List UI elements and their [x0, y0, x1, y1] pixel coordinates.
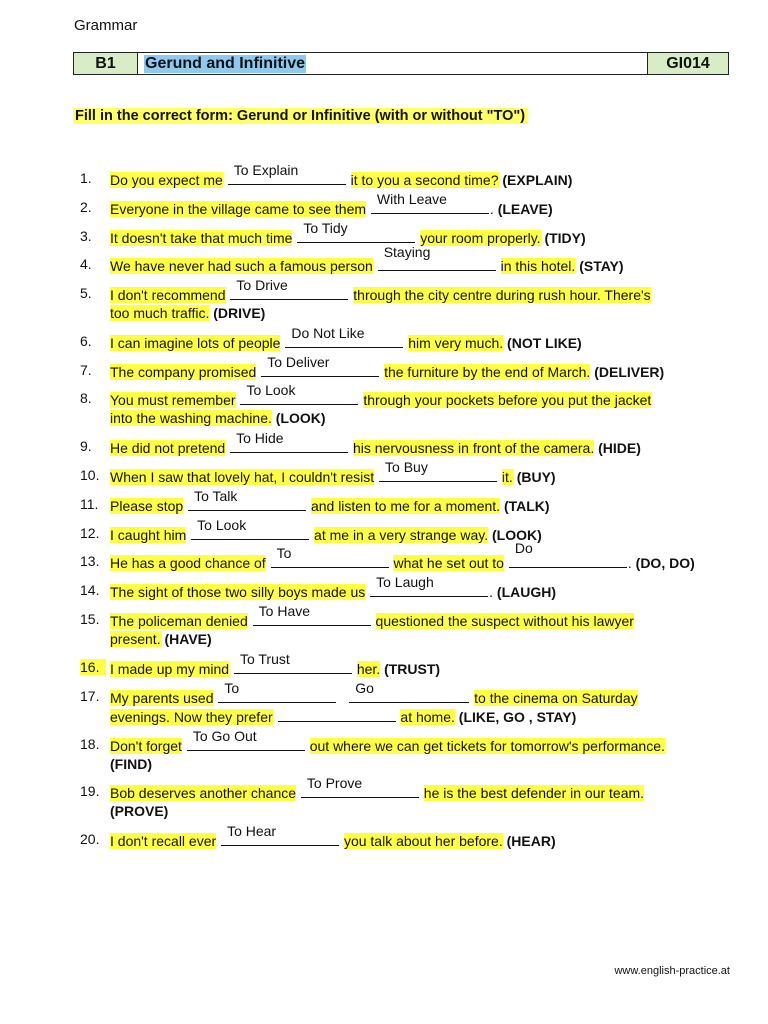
verb-hint: (DELIVER)	[594, 364, 665, 380]
answer-blank[interactable]	[371, 191, 489, 214]
item-number: 18.	[80, 736, 100, 752]
item-line-2	[110, 755, 152, 773]
answer-text: To Hear	[227, 823, 277, 839]
sentence-end: he is the best defender in our team.	[423, 785, 645, 801]
answer-text: To Deliver	[267, 354, 330, 370]
item-number: 15.	[80, 611, 100, 627]
sentence-start: Bob deserves another chance	[110, 785, 297, 801]
answer-blank[interactable]	[379, 459, 497, 482]
answer-text: Staying	[383, 244, 431, 260]
verb-hint: (TIDY)	[544, 230, 586, 246]
sentence-start: Do you expect me	[110, 172, 223, 188]
item-number: 10.	[80, 467, 100, 483]
item-line	[110, 220, 586, 247]
answer-text: To Talk	[194, 488, 238, 504]
answer-blank[interactable]	[301, 775, 419, 798]
item-number: 20.	[80, 831, 100, 847]
item-line-2	[110, 707, 576, 726]
answer-text-2: Do	[514, 540, 533, 556]
answer-text: To Look	[246, 382, 296, 398]
item-line	[110, 354, 665, 381]
item-number: 13.	[80, 553, 100, 569]
sentence-end: it.	[501, 469, 513, 485]
sentence-end: to the cinema on Saturday	[474, 690, 638, 706]
answer-text: To Buy	[385, 459, 428, 475]
verb-hint: (EXPLAIN)	[502, 172, 573, 188]
answer-blank[interactable]	[221, 823, 339, 846]
answer-blank[interactable]	[261, 354, 379, 377]
item-line	[110, 191, 553, 218]
item-number: 4.	[80, 256, 92, 272]
item-line: He has a good chance of To what he set out to Do . (DO, DO)	[110, 540, 695, 571]
verb-hint: (LEAVE)	[497, 201, 553, 217]
answer-text: To Have	[258, 603, 311, 619]
sentence-end: the furniture by the end of March.	[384, 364, 591, 380]
item-number: 9.	[80, 438, 92, 454]
sentence-start: When I saw that lovely hat, I couldn't resist	[110, 469, 375, 485]
item-line	[110, 325, 582, 352]
item-number: 19.	[80, 783, 100, 799]
item-line	[110, 459, 556, 486]
sentence-start: Everyone in the village came to see them	[110, 201, 367, 217]
item-number: 5.	[80, 285, 92, 301]
item-line	[110, 244, 624, 275]
sentence-continuation: into the washing machine.	[110, 410, 272, 426]
verb-hint: (STAY)	[579, 258, 624, 274]
answer-blank[interactable]	[370, 574, 488, 597]
level-cell: B1	[74, 53, 138, 74]
answer-text: To Drive	[236, 277, 288, 293]
answer-text: To Trust	[239, 651, 290, 667]
answer-text: To Go Out	[192, 728, 257, 744]
verb-hint: (TALK)	[503, 498, 550, 514]
answer-text: To Explain	[233, 162, 299, 178]
sentence-start: He has a good chance of	[110, 555, 266, 571]
answer-text: To Hide	[236, 430, 284, 446]
sentence-end: in this hotel.	[500, 258, 576, 274]
item-line	[110, 162, 573, 189]
item-line	[110, 430, 641, 457]
verb-hint: (DO, DO)	[635, 555, 695, 571]
sentence-start: I caught him	[110, 527, 187, 543]
instruction: Fill in the correct form: Gerund or Infinitive (with or without "TO")	[75, 108, 526, 124]
answer-blank[interactable]	[378, 244, 496, 271]
item-line	[110, 651, 441, 678]
verb-hint: (FIND)	[110, 756, 152, 772]
sentence-continuation-2: at home.	[400, 709, 455, 725]
answer-blank-2[interactable]	[509, 540, 627, 568]
sentence-start: The policeman denied	[110, 613, 248, 629]
sentence-end: what he set out to	[393, 555, 504, 571]
sentence-start: The company promised	[110, 364, 257, 380]
sentence-start: It doesn't take that much time	[110, 230, 293, 246]
item-line	[110, 823, 556, 850]
sentence-end: and listen to me for a moment.	[310, 498, 501, 514]
verb-hint: (LOOK)	[491, 527, 542, 543]
item-number: 3.	[80, 228, 92, 244]
item-number: 6.	[80, 333, 92, 349]
item-line	[110, 775, 645, 802]
answer-blank[interactable]	[230, 277, 348, 300]
sentence-start: I don't recall ever	[110, 833, 217, 849]
sentence-end: his nervousness in front of the camera.	[352, 440, 595, 456]
item-number: 1.	[80, 170, 92, 186]
item-number: 8.	[80, 390, 92, 406]
item-line-2	[110, 304, 265, 322]
answer-text: To Tidy	[303, 220, 348, 236]
answer-text: To	[276, 545, 292, 561]
answer-blank[interactable]	[218, 680, 336, 703]
item-line	[110, 277, 651, 304]
item-line-2	[110, 630, 212, 648]
item-number: 16.	[80, 659, 106, 675]
footer-url: www.english-practice.at	[614, 965, 730, 977]
answer-blank[interactable]	[240, 382, 358, 405]
sentence-end: questioned the suspect without his lawyer	[375, 613, 634, 629]
sentence-end: at me in a very strange way.	[314, 527, 489, 543]
sentence-continuation: evenings. Now they prefer	[110, 709, 273, 725]
answer-blank[interactable]	[230, 430, 348, 453]
answer-blank[interactable]	[188, 488, 306, 511]
answer-blank[interactable]	[285, 325, 403, 348]
sentence-start: We have never had such a famous person	[110, 258, 373, 274]
item-line-2	[110, 802, 168, 820]
answer-blank[interactable]	[191, 517, 309, 540]
verb-hint: (BUY)	[516, 469, 556, 485]
sentence-continuation: too much traffic.	[110, 305, 210, 321]
answer-text: Do Not Like	[291, 325, 365, 341]
sentence-start: Don't forget	[110, 738, 182, 754]
sentence-end: him very much.	[408, 335, 504, 351]
answer-text: To Look	[197, 517, 247, 533]
verb-hint: (LIKE, GO , STAY)	[458, 709, 577, 725]
item-number: 7.	[80, 362, 92, 378]
answer-blank[interactable]	[228, 162, 346, 185]
verb-hint: (PROVE)	[110, 803, 169, 819]
sentence-start: I can imagine lots of people	[110, 335, 281, 351]
sentence-start: The sight of those two silly boys made us	[110, 584, 366, 600]
answer-text: With Leave	[376, 191, 447, 207]
sentence-end: your room properly.	[420, 230, 541, 246]
answer-blank[interactable]	[271, 545, 389, 568]
item-number: 12.	[80, 525, 100, 541]
sentence-end: it to you a second time?	[350, 172, 499, 188]
sentence-end: through your pockets before you put the jacket	[363, 392, 652, 408]
sentence-end: .	[489, 201, 494, 217]
item-line	[110, 574, 557, 601]
answer-blank[interactable]	[253, 603, 371, 626]
verb-hint: (DRIVE)	[213, 305, 266, 321]
verb-hint: (HEAR)	[506, 833, 556, 849]
item-line-2	[110, 409, 326, 427]
item-line	[110, 488, 550, 515]
sentence-start: My parents used	[110, 690, 214, 706]
verb-hint: (TRUST)	[384, 661, 441, 677]
item-number: 11.	[80, 496, 99, 512]
sentence-end: you talk about her before.	[343, 833, 503, 849]
sentence-start: I made up my mind	[110, 661, 230, 677]
item-line	[110, 728, 665, 755]
verb-hint: (LAUGH)	[496, 584, 557, 600]
verb-hint: (LOOK)	[275, 410, 326, 426]
answer-text: To Prove	[306, 775, 363, 791]
answer-text-2: Go	[355, 680, 374, 696]
answer-text: To Laugh	[376, 574, 434, 590]
answer-blank-3[interactable]	[278, 707, 396, 722]
item-number: 14.	[80, 582, 100, 598]
answer-blank[interactable]	[297, 220, 415, 243]
item-line	[110, 680, 638, 707]
sentence-end: through the city centre during rush hour. There's	[353, 287, 651, 303]
sentence-end: her.	[356, 661, 381, 677]
page-title: Gerund and Infinitive	[145, 54, 306, 72]
sentence-start: I don't recommend	[110, 287, 226, 303]
item-number: 17.	[80, 688, 100, 704]
verb-hint: (HIDE)	[598, 440, 641, 456]
sentence-continuation: present.	[110, 631, 161, 647]
sentence-start: Please stop	[110, 498, 184, 514]
item-line	[110, 603, 634, 630]
section-label: Grammar	[74, 17, 138, 34]
code-cell: GI014	[648, 53, 728, 74]
sentence-start: You must remember	[110, 392, 236, 408]
answer-blank[interactable]	[187, 728, 305, 751]
answer-blank-2[interactable]	[349, 680, 469, 703]
sentence-end: out where we can get tickets for tomorrow's performance.	[309, 738, 665, 754]
answer-blank[interactable]	[234, 651, 352, 674]
item-line	[110, 382, 652, 409]
item-line	[110, 517, 542, 544]
answer-text: To	[224, 680, 240, 696]
verb-hint: (HAVE)	[164, 631, 212, 647]
verb-hint: (NOT LIKE)	[507, 335, 582, 351]
item-number: 2.	[80, 199, 92, 215]
sentence-end: .	[489, 584, 494, 600]
sentence-start: He did not pretend	[110, 440, 226, 456]
